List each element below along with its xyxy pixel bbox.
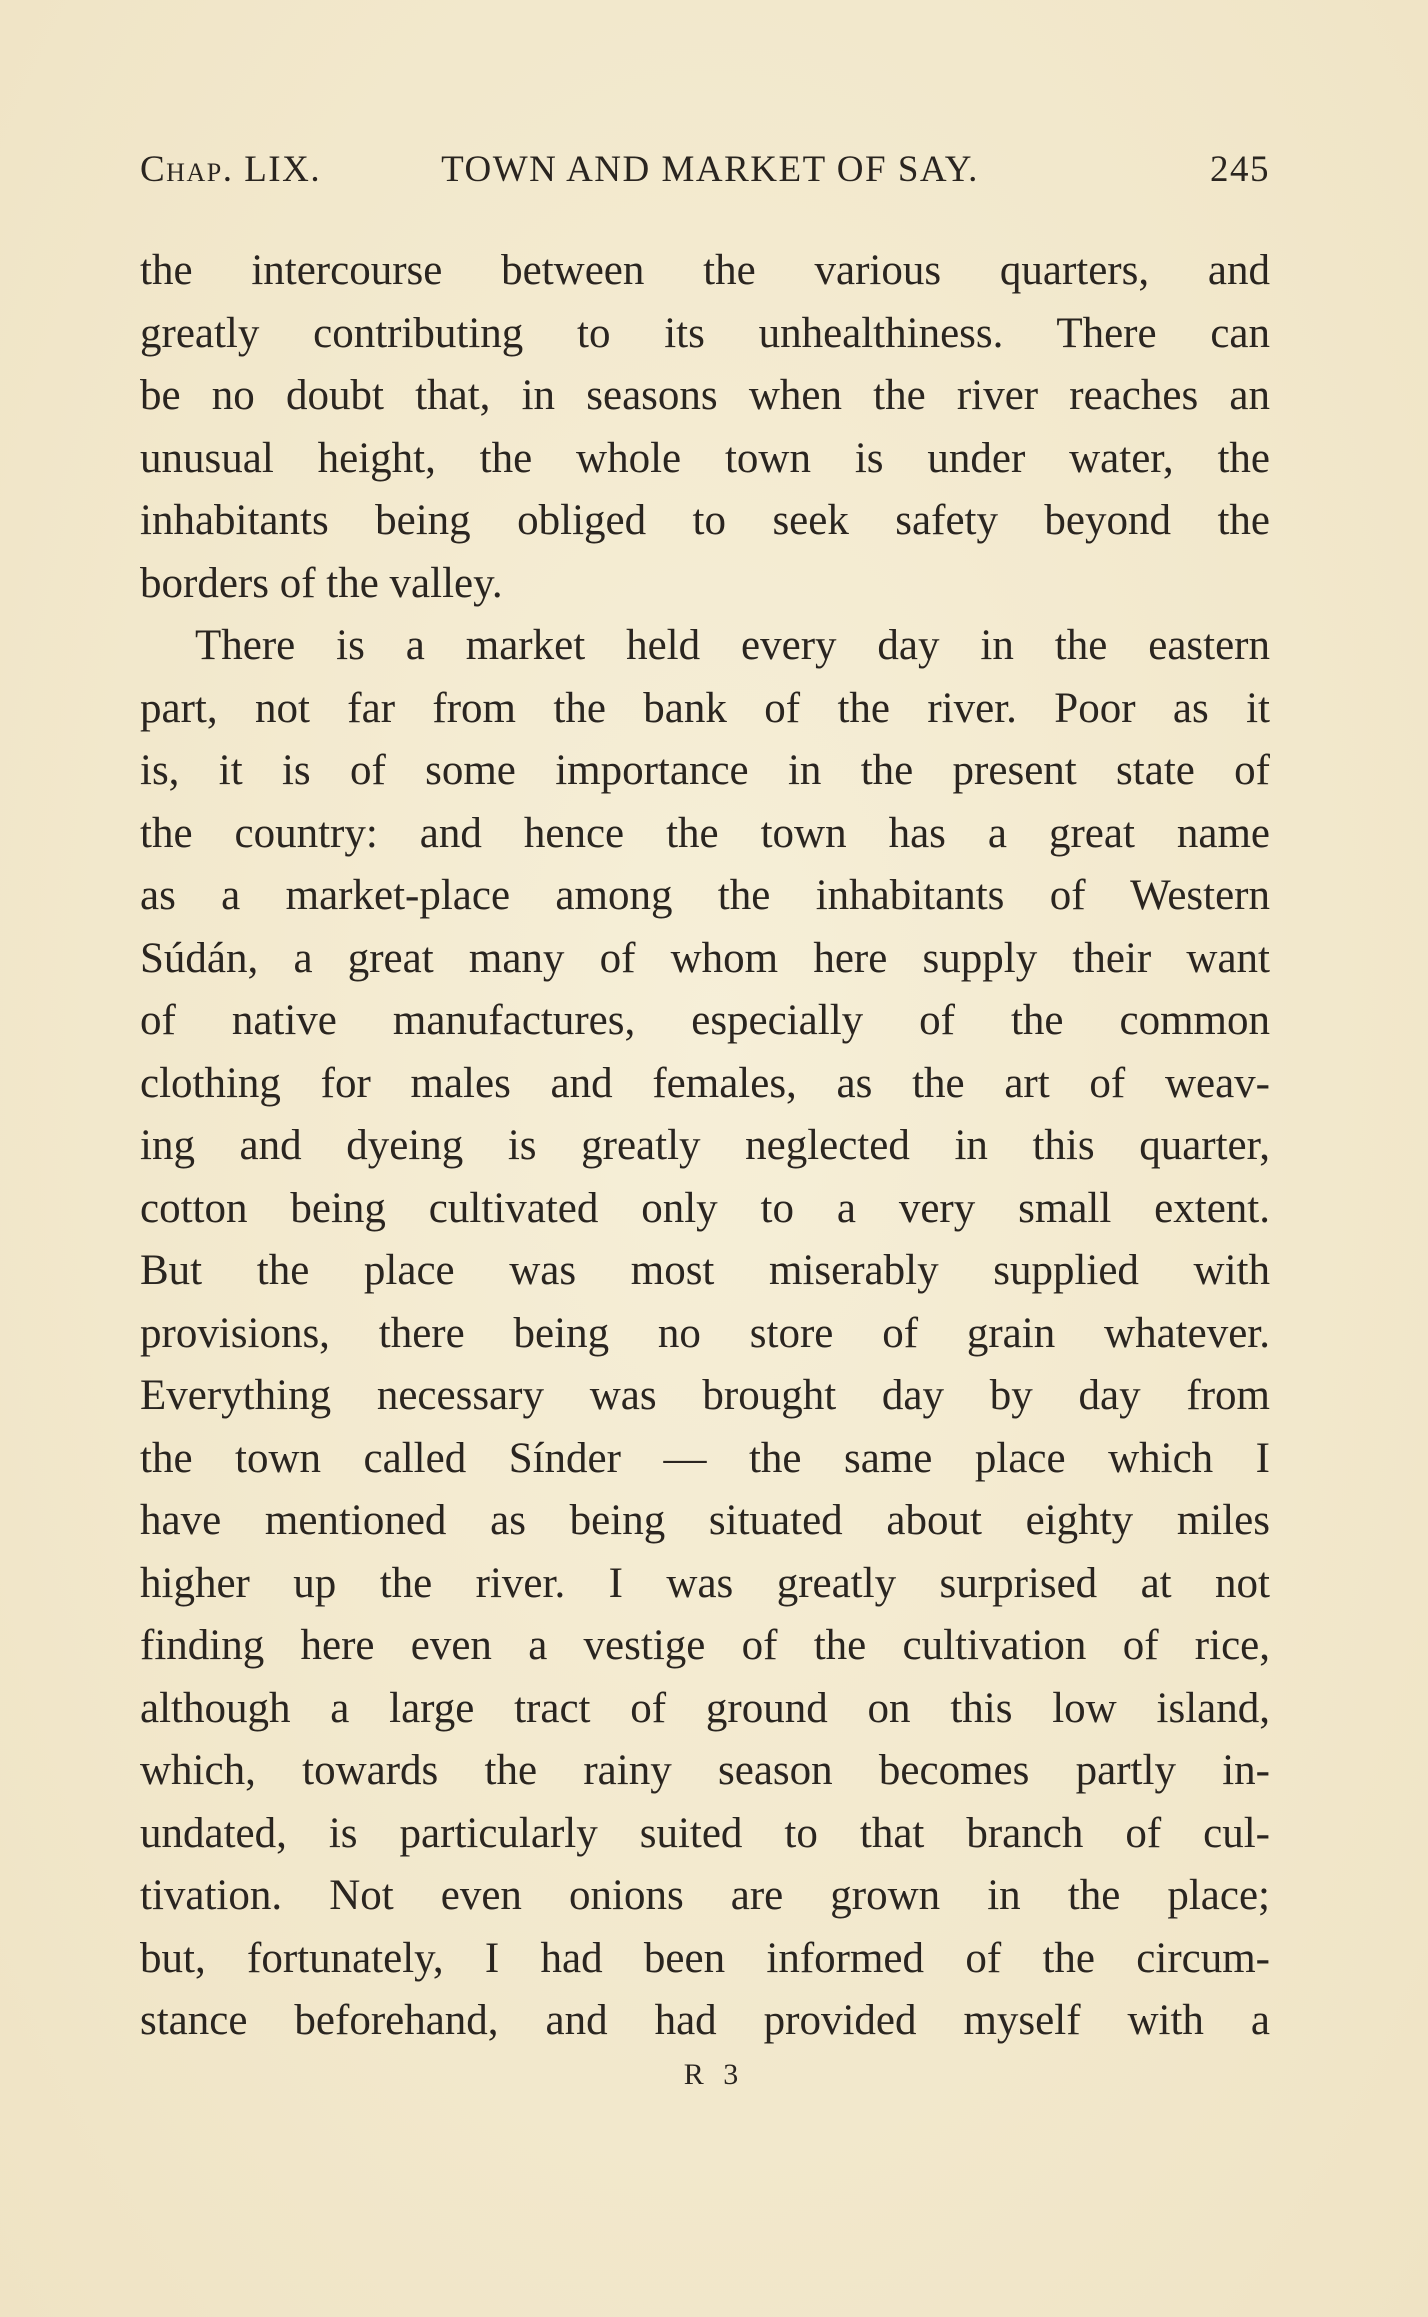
text-line: the intercourse between the various quarters, and bbox=[140, 247, 1270, 294]
text-line: as a market-place among the inhabitants of Western bbox=[140, 872, 1270, 919]
page-number: 245 bbox=[1210, 149, 1270, 190]
text-line: undated, is particularly suited to that branch of cul- bbox=[140, 1809, 1270, 1857]
text-line: the country: and hence the town has a great name bbox=[140, 809, 1270, 857]
chapter-label: Chap. LIX. bbox=[140, 149, 322, 190]
text-line: cotton being cultivated only to a very small extent. bbox=[140, 1184, 1270, 1232]
text-line: ing and dyeing is greatly neglected in this quarter, bbox=[140, 1122, 1270, 1169]
header-title: TOWN AND MARKET OF SAY. bbox=[441, 149, 979, 190]
text-line: the town called Sínder — the same place which I bbox=[140, 1434, 1270, 1482]
text-line: Everything necessary was brought day by day from bbox=[140, 1372, 1270, 1419]
text-line: Súdán, a great many of whom here supply their want bbox=[140, 934, 1270, 982]
signature-mark: R 3 bbox=[683, 2058, 745, 2091]
text-line: part, not far from the bank of the river. Poor as it bbox=[140, 684, 1270, 732]
body-text bbox=[140, 240, 1270, 2053]
running-header bbox=[140, 148, 1270, 198]
text-line: of native manufactures, especially of the common bbox=[140, 997, 1270, 1044]
text-line: which, towards the rainy season becomes partly in- bbox=[140, 1747, 1270, 1794]
text-line: stance beforehand, and had provided myself with a bbox=[140, 1997, 1270, 2044]
text-line: be no doubt that, in seasons when the river reaches an bbox=[140, 372, 1270, 419]
text-line: borders of the valley. bbox=[140, 559, 503, 607]
text-line: greatly contributing to its unhealthiness. There can bbox=[140, 309, 1270, 357]
text-line: higher up the river. I was greatly surprised at not bbox=[140, 1559, 1270, 1607]
text-line: tivation. Not even onions are grown in the place; bbox=[140, 1872, 1270, 1919]
text-line: clothing for males and females, as the art of weav- bbox=[140, 1059, 1270, 1107]
text-line: inhabitants being obliged to seek safety beyond the bbox=[140, 497, 1270, 544]
text-line: There is a market held every day in the eastern bbox=[195, 622, 1270, 669]
text-line: But the place was most miserably supplied with bbox=[140, 1247, 1270, 1294]
text-line: is, it is of some importance in the present state of bbox=[140, 747, 1270, 794]
text-line: finding here even a vestige of the cultivation of rice, bbox=[140, 1622, 1270, 1669]
text-line: unusual height, the whole town is under water, the bbox=[140, 434, 1270, 482]
text-line: provisions, there being no store of grain whatever. bbox=[140, 1309, 1270, 1357]
text-line: although a large tract of ground on this low island, bbox=[140, 1684, 1270, 1732]
text-line: have mentioned as being situated about eighty miles bbox=[140, 1497, 1270, 1544]
text-line: but, fortunately, I had been informed of the circum- bbox=[140, 1934, 1270, 1982]
